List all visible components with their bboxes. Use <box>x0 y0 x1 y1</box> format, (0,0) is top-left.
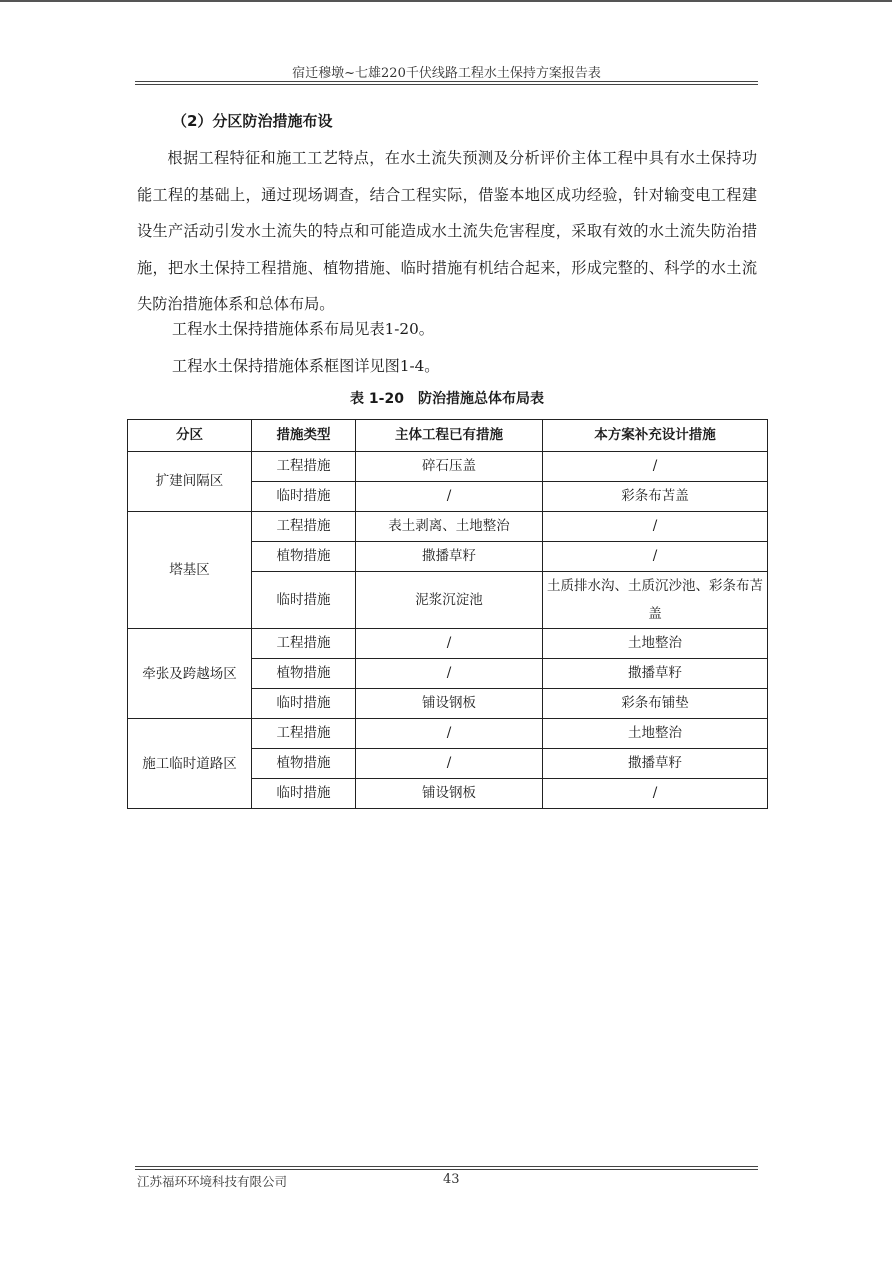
measure-type-cell: 临时措施 <box>252 779 356 809</box>
measures-layout-table <box>127 419 768 809</box>
existing-measure-cell: / <box>356 749 543 779</box>
existing-measure-cell: 铺设钢板 <box>356 689 543 719</box>
existing-measure-cell: 碎石压盖 <box>356 452 543 482</box>
page-number: 43 <box>443 1172 460 1187</box>
existing-measure-cell: 铺设钢板 <box>356 779 543 809</box>
added-measure-cell: 土地整治 <box>543 719 768 749</box>
table-caption: 表 1-20 防治措施总体布局表 <box>350 391 544 407</box>
table-row <box>128 629 768 659</box>
existing-measure-cell: / <box>356 659 543 689</box>
zone-cell: 牵张及跨越场区 <box>128 629 252 719</box>
footer-rule <box>135 1169 758 1170</box>
header-existing-measures: 主体工程已有措施 <box>356 420 543 452</box>
existing-measure-cell: 表土剥离、土地整治 <box>356 512 543 542</box>
header-added-measures: 本方案补充设计措施 <box>543 420 768 452</box>
existing-measure-cell: 撒播草籽 <box>356 542 543 572</box>
footer-company: 江苏福环环境科技有限公司 <box>137 1174 288 1189</box>
table-row <box>128 452 768 482</box>
measure-type-cell: 植物措施 <box>252 542 356 572</box>
zone-cell: 塔基区 <box>128 512 252 629</box>
header-rule <box>135 81 758 82</box>
table-reference-line: 工程水土保持措施体系布局见表1-20。 <box>172 320 434 338</box>
measure-type-cell: 工程措施 <box>252 512 356 542</box>
header-zone: 分区 <box>128 420 252 452</box>
table-row <box>128 512 768 542</box>
added-measure-cell: 土地整治 <box>543 629 768 659</box>
measure-type-cell: 临时措施 <box>252 689 356 719</box>
footer-rule-thin <box>135 1166 758 1167</box>
figure-reference-line: 工程水土保持措施体系框图详见图1-4。 <box>172 357 440 375</box>
measure-type-cell: 工程措施 <box>252 452 356 482</box>
existing-measure-cell: 泥浆沉淀池 <box>356 572 543 629</box>
added-measure-cell: / <box>543 512 768 542</box>
running-header: 宿迁穆墩~七雄220千伏线路工程水土保持方案报告表 <box>292 66 601 81</box>
measure-type-cell: 植物措施 <box>252 659 356 689</box>
existing-measure-cell: / <box>356 629 543 659</box>
table-row <box>128 719 768 749</box>
added-measure-cell: / <box>543 542 768 572</box>
section-title: （2）分区防治措施布设 <box>172 112 333 130</box>
added-measure-cell: 彩条布苫盖 <box>543 482 768 512</box>
measure-type-cell: 工程措施 <box>252 719 356 749</box>
added-measure-cell: 撒播草籽 <box>543 749 768 779</box>
header-rule-thin <box>135 84 758 85</box>
added-measure-cell: 撒播草籽 <box>543 659 768 689</box>
added-measure-cell: 土质排水沟、土质沉沙池、彩条布苫盖 <box>543 572 768 629</box>
zone-cell: 施工临时道路区 <box>128 719 252 809</box>
table-header-row <box>128 420 768 452</box>
measure-type-cell: 植物措施 <box>252 749 356 779</box>
existing-measure-cell: / <box>356 719 543 749</box>
added-measure-cell: 彩条布铺垫 <box>543 689 768 719</box>
measure-type-cell: 工程措施 <box>252 629 356 659</box>
measure-type-cell: 临时措施 <box>252 572 356 629</box>
body-paragraph: 根据工程特征和施工工艺特点，在水土流失预测及分析评价主体工程中具有水土保持功能工程的基础上，通过现场调查，结合工程实际，借鉴本地区成功经验，针对输变电工程建设生产活动引发水土流失的特点和可能造成水土流失危害程度，采取有效的水土流失防治措施，把水土保持工程措施、植物措施、临时措施有机结合起来，形成完整的、科学的水土流失防治措施体系和总体布局。 <box>137 149 757 313</box>
added-measure-cell: / <box>543 779 768 809</box>
zone-cell: 扩建间隔区 <box>128 452 252 512</box>
added-measure-cell: / <box>543 452 768 482</box>
page-top-border <box>0 0 892 2</box>
header-measure-type: 措施类型 <box>252 420 356 452</box>
measure-type-cell: 临时措施 <box>252 482 356 512</box>
existing-measure-cell: / <box>356 482 543 512</box>
